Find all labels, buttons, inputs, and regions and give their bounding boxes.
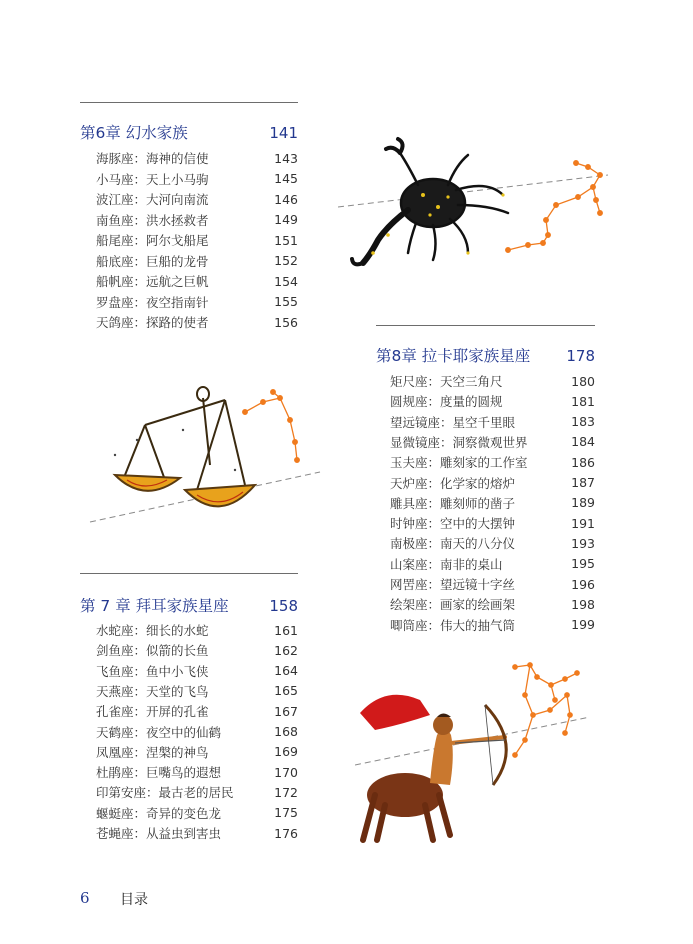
entry-page: 191 bbox=[571, 515, 595, 531]
toc-entry[interactable] bbox=[96, 148, 298, 168]
entry-title: 水蛇座：细长的水蛇 bbox=[96, 623, 209, 638]
chapter6-title: 第6章 幻水家族 bbox=[80, 124, 188, 142]
entry-title: 波江座：大河向南流 bbox=[96, 192, 209, 207]
sagittarius-illustration bbox=[355, 655, 595, 845]
entry-page: 196 bbox=[571, 576, 595, 592]
entry-page: 186 bbox=[571, 454, 595, 470]
toc-entry[interactable] bbox=[96, 292, 298, 312]
entry-page: 146 bbox=[274, 191, 298, 207]
entry-page: 195 bbox=[571, 556, 595, 572]
entry-page: 145 bbox=[274, 171, 298, 186]
toc-entry[interactable] bbox=[96, 210, 298, 230]
toc-entry[interactable] bbox=[96, 722, 298, 742]
entry-page: 161 bbox=[274, 622, 298, 638]
toc-entry[interactable] bbox=[390, 615, 595, 635]
chapter6-heading[interactable] bbox=[80, 121, 298, 143]
chapter8-entries bbox=[390, 371, 595, 641]
toc-entry[interactable] bbox=[390, 594, 595, 614]
toc-entry[interactable] bbox=[96, 701, 298, 721]
entry-page: 199 bbox=[571, 617, 595, 633]
toc-entry[interactable] bbox=[96, 640, 298, 660]
entry-title: 唧筒座：伟大的抽气筒 bbox=[390, 617, 516, 633]
chapter6-page: 141 bbox=[269, 124, 298, 142]
entry-title: 小马座：天上小马驹 bbox=[96, 171, 209, 187]
toc-entry[interactable] bbox=[96, 681, 298, 701]
entry-title: 山案座：南非的桌山 bbox=[390, 556, 503, 572]
chapter7-rule bbox=[80, 573, 298, 574]
entry-page: 169 bbox=[274, 744, 298, 760]
entry-page: 155 bbox=[274, 294, 298, 309]
entry-title: 显微镜座：洞察微观世界 bbox=[390, 434, 528, 450]
chapter7-heading[interactable] bbox=[80, 594, 298, 616]
entry-title: 圆规座：度量的圆规 bbox=[390, 394, 503, 410]
chapter7-page: 158 bbox=[269, 597, 298, 615]
entry-title: 望远镜座：星空千里眼 bbox=[390, 414, 516, 430]
toc-entry[interactable] bbox=[96, 661, 298, 681]
chapter8-title: 第8章 拉卡耶家族星座 bbox=[376, 347, 531, 365]
toc-entry[interactable] bbox=[96, 169, 298, 189]
entry-title: 网罟座：望远镜十字丝 bbox=[390, 577, 516, 592]
entry-title: 飞鱼座：鱼中小飞侠 bbox=[96, 663, 209, 679]
chapter8-rule bbox=[376, 325, 595, 326]
toc-entry[interactable] bbox=[390, 412, 595, 432]
entry-page: 180 bbox=[571, 373, 595, 389]
chapter8-page: 178 bbox=[566, 347, 595, 365]
entry-page: 143 bbox=[274, 150, 298, 166]
entry-page: 184 bbox=[571, 434, 595, 450]
entry-page: 165 bbox=[274, 683, 298, 699]
entry-title: 南极座：南天的八分仪 bbox=[390, 536, 516, 552]
entry-title: 孔雀座：开屏的孔雀 bbox=[96, 704, 209, 720]
entry-title: 天燕座：天堂的飞鸟 bbox=[96, 683, 209, 699]
entry-page: 170 bbox=[274, 764, 298, 780]
toc-entry[interactable] bbox=[390, 432, 595, 452]
toc-entry[interactable] bbox=[390, 533, 595, 553]
chapter6-entries bbox=[96, 148, 298, 338]
entry-title: 蝘蜓座：奇异的变色龙 bbox=[96, 805, 222, 821]
footer-section-title: 目录 bbox=[120, 892, 148, 908]
toc-entry[interactable] bbox=[96, 312, 298, 332]
toc-entry[interactable] bbox=[96, 742, 298, 762]
entry-title: 矩尺座：天空三角尺 bbox=[390, 374, 503, 389]
entry-page: 168 bbox=[274, 724, 298, 739]
entry-page: 198 bbox=[571, 596, 595, 612]
toc-entry[interactable] bbox=[390, 371, 595, 391]
scorpius-illustration bbox=[338, 135, 628, 285]
toc-entry[interactable] bbox=[96, 189, 298, 209]
entry-title: 罗盘座：夜空指南针 bbox=[96, 294, 209, 310]
entry-page: 193 bbox=[571, 535, 595, 551]
toc-entry[interactable] bbox=[390, 513, 595, 533]
entry-title: 船底座：巨船的龙骨 bbox=[96, 253, 209, 269]
chapter6-rule bbox=[80, 102, 298, 103]
entry-page: 181 bbox=[571, 393, 595, 409]
entry-title: 印第安座：最古老的居民 bbox=[96, 785, 234, 801]
entry-page: 183 bbox=[571, 414, 595, 430]
entry-page: 187 bbox=[571, 475, 595, 490]
toc-entry[interactable] bbox=[390, 554, 595, 574]
entry-title: 天鹤座：夜空中的仙鹤 bbox=[96, 724, 222, 740]
entry-title: 南鱼座：洪水拯救者 bbox=[96, 212, 209, 228]
toc-entry[interactable] bbox=[96, 620, 298, 640]
footer-page-number: 6 bbox=[80, 889, 90, 907]
entry-page: 149 bbox=[274, 212, 298, 227]
toc-entry[interactable] bbox=[390, 574, 595, 594]
chapter8-heading[interactable] bbox=[376, 344, 595, 366]
entry-page: 172 bbox=[274, 784, 298, 800]
toc-entry[interactable] bbox=[96, 782, 298, 802]
toc-entry[interactable] bbox=[96, 230, 298, 250]
entry-title: 船尾座：阿尔戈船尾 bbox=[96, 233, 209, 248]
entry-title: 时钟座：空中的大摆钟 bbox=[390, 516, 516, 532]
entry-page: 175 bbox=[274, 805, 298, 821]
entry-page: 164 bbox=[274, 663, 298, 679]
entry-title: 凤凰座：涅槃的神鸟 bbox=[96, 744, 209, 760]
entry-page: 151 bbox=[274, 232, 298, 248]
entry-title: 剑鱼座：似箭的长鱼 bbox=[96, 643, 209, 659]
entry-page: 162 bbox=[274, 642, 298, 658]
entry-page: 189 bbox=[571, 495, 595, 511]
entry-page: 167 bbox=[274, 703, 298, 719]
entry-title: 雕具座：雕刻师的凿子 bbox=[390, 495, 516, 511]
entry-title: 苍蝇座：从益虫到害虫 bbox=[96, 826, 222, 841]
toc-entry[interactable] bbox=[96, 823, 298, 843]
toc-entry[interactable] bbox=[96, 803, 298, 823]
entry-page: 152 bbox=[274, 253, 298, 268]
toc-entry[interactable] bbox=[390, 493, 595, 513]
toc-entry[interactable] bbox=[390, 391, 595, 411]
entry-title: 玉夫座：雕刻家的工作室 bbox=[390, 455, 528, 471]
libra-illustration bbox=[85, 380, 325, 530]
entry-title: 海豚座：海神的信使 bbox=[96, 151, 209, 166]
toc-entry[interactable] bbox=[390, 452, 595, 472]
entry-page: 176 bbox=[274, 825, 298, 841]
toc-entry[interactable] bbox=[390, 473, 595, 493]
entry-page: 156 bbox=[274, 314, 298, 330]
entry-title: 杜鹃座：巨嘴鸟的遐想 bbox=[96, 765, 222, 781]
entry-title: 天鸽座：探路的使者 bbox=[96, 315, 209, 330]
toc-entry[interactable] bbox=[96, 251, 298, 271]
chapter7-entries bbox=[96, 620, 298, 846]
entry-page: 154 bbox=[274, 273, 298, 289]
entry-title: 天炉座：化学家的熔炉 bbox=[390, 475, 516, 491]
entry-title: 船帆座：远航之巨帆 bbox=[96, 274, 209, 289]
entry-title: 绘架座：画家的绘画架 bbox=[390, 597, 516, 613]
chapter7-title: 第 7 章 拜耳家族星座 bbox=[80, 597, 229, 615]
toc-entry[interactable] bbox=[96, 271, 298, 291]
toc-entry[interactable] bbox=[96, 762, 298, 782]
